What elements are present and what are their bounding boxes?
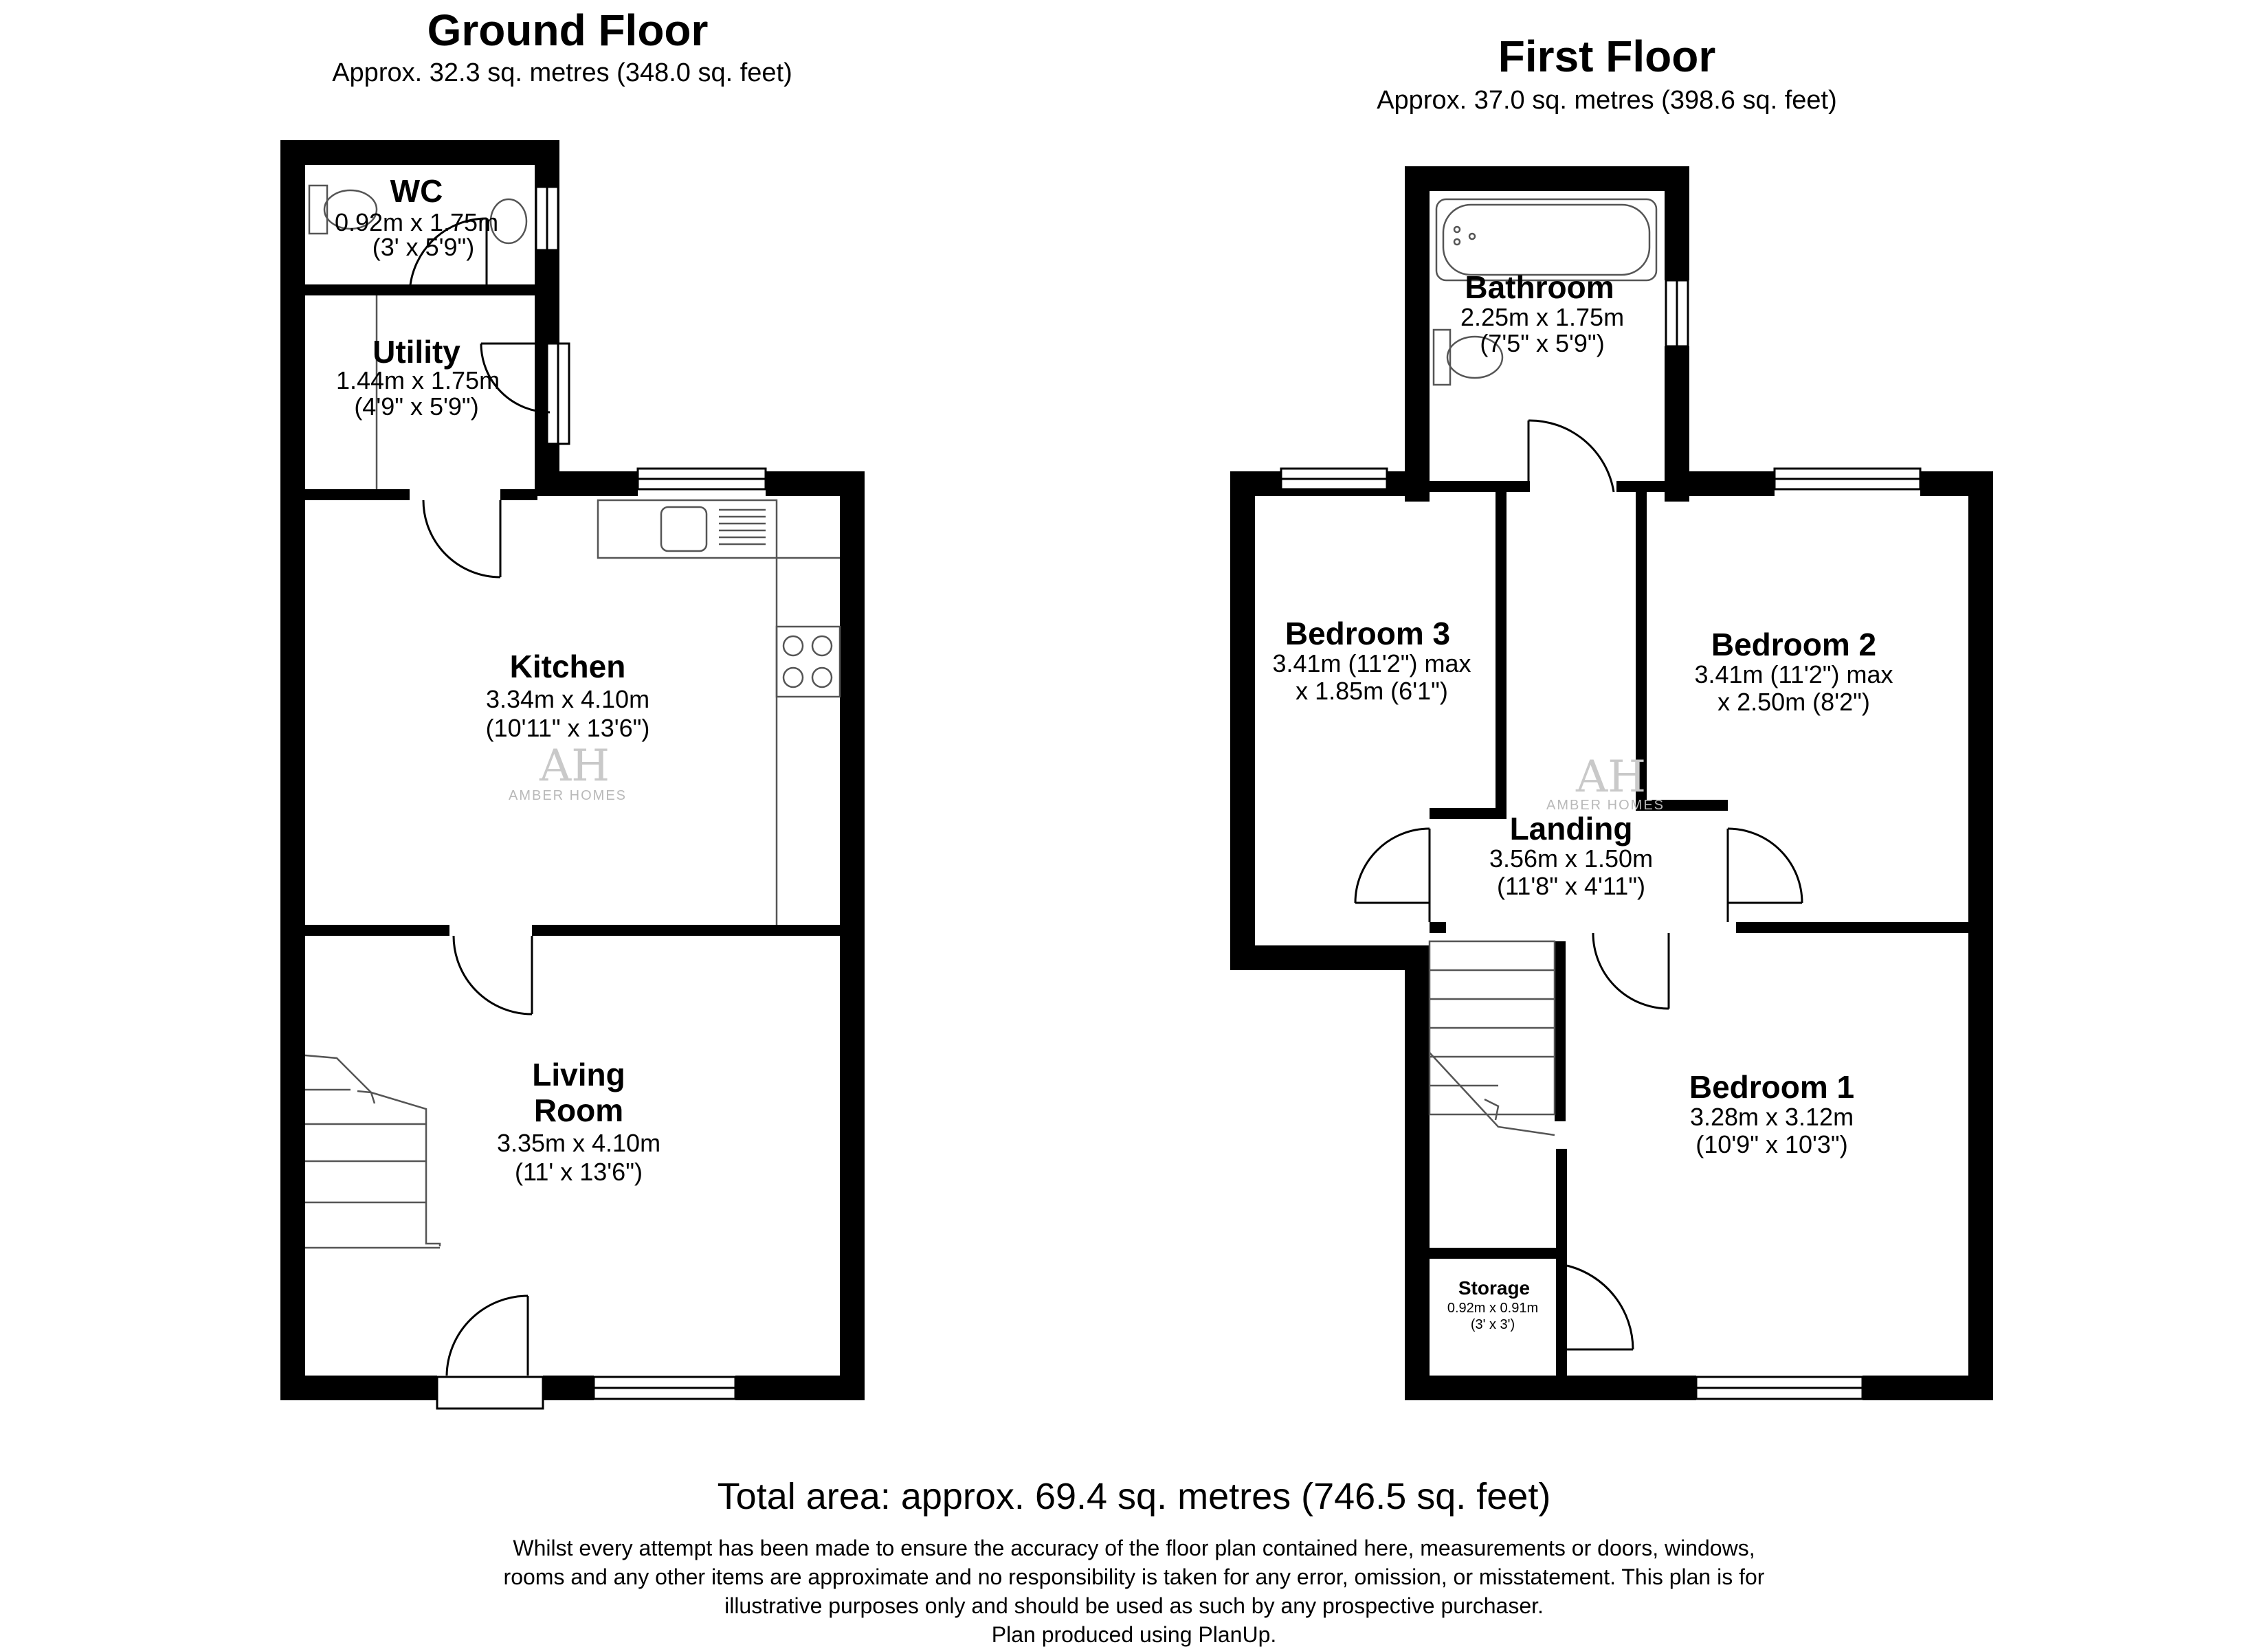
kitchen-metric: 3.34m x 4.10m: [485, 685, 650, 713]
first-floor: [1230, 32, 1993, 1400]
disclaimer-line-3: illustrative purposes only and should be used as such by any prospective purchaser.: [724, 1593, 1544, 1618]
ground-floor: [280, 5, 865, 1409]
svg-text:AH: AH: [1575, 752, 1647, 803]
ground-floor-area: Approx. 32.3 sq. metres (348.0 sq. feet): [332, 58, 792, 87]
bedroom1-imperial: (10'9" x 10'3"): [1696, 1130, 1848, 1158]
bedroom3-dim-line2: x 1.85m (6'1"): [1296, 677, 1448, 705]
watermark-logo-ground: [509, 741, 627, 803]
disclaimer-line-2: rooms and any other items are approximate and no responsibility is taken for any error, omission, or misstatement. This plan is for: [503, 1564, 1765, 1589]
bedroom2-label: Bedroom 2: [1711, 627, 1877, 662]
svg-text:AH: AH: [539, 741, 610, 792]
living-room-label-line1: Living: [532, 1057, 625, 1092]
living-room-label-line2: Room: [533, 1092, 624, 1128]
wc-metric: 0.92m x 1.75m: [334, 208, 499, 236]
first-floor-area: Approx. 37.0 sq. metres (398.6 sq. feet): [1377, 86, 1837, 115]
watermark-logo-first: [1546, 752, 1665, 813]
bedroom1-metric: 3.28m x 3.12m: [1689, 1103, 1854, 1131]
kitchen-label: Kitchen: [509, 649, 626, 684]
utility-label: Utility: [373, 334, 460, 370]
disclaimer-line-1: Whilst every attempt has been made to ensure the accuracy of the floor plan contained here, measurements or doors, windows,: [513, 1536, 1755, 1560]
ground-floor-title: Ground Floor: [427, 5, 709, 55]
bedroom2-dim-line2: x 2.50m (8'2"): [1717, 688, 1870, 716]
bedroom3-dim-line1: 3.41m (11'2") max: [1272, 649, 1471, 677]
bathroom-imperial: (7'5" x 5'9"): [1480, 329, 1605, 357]
bathroom-label: Bathroom: [1465, 269, 1614, 305]
landing-imperial: (11'8" x 4'11"): [1496, 872, 1646, 900]
utility-imperial: (4'9" x 5'9"): [354, 392, 479, 420]
landing-metric: 3.56m x 1.50m: [1489, 844, 1654, 873]
total-area: Total area: approx. 69.4 sq. metres (746.5 sq. feet): [717, 1476, 1551, 1517]
storage-label: Storage: [1458, 1277, 1531, 1299]
bedroom2-dim-line1: 3.41m (11'2") max: [1694, 660, 1893, 688]
kitchen-imperial: (10'11" x 13'6"): [485, 714, 650, 742]
storage-imperial: (3' x 3'): [1470, 1317, 1515, 1332]
svg-text:AMBER HOMES: AMBER HOMES: [508, 788, 627, 803]
living-room-metric: 3.35m x 4.10m: [496, 1129, 661, 1157]
bedroom3-label: Bedroom 3: [1285, 616, 1451, 651]
bedroom1-label: Bedroom 1: [1689, 1069, 1855, 1105]
utility-metric: 1.44m x 1.75m: [335, 366, 500, 394]
disclaimer-line-4: Plan produced using PlanUp.: [991, 1622, 1277, 1647]
bathroom-metric: 2.25m x 1.75m: [1460, 303, 1625, 331]
svg-text:AMBER HOMES: AMBER HOMES: [1546, 798, 1665, 813]
living-room-imperial: (11' x 13'6"): [515, 1158, 643, 1186]
first-floor-title: First Floor: [1498, 32, 1716, 81]
wc-label: WC: [390, 173, 443, 209]
first-floor-interior-walls: [1430, 481, 1968, 1376]
landing-label: Landing: [1509, 811, 1633, 846]
disclaimer: [504, 1536, 1765, 1647]
storage-metric: 0.92m x 0.91m: [1447, 1301, 1539, 1316]
wc-imperial: (3' x 5'9"): [372, 233, 475, 261]
